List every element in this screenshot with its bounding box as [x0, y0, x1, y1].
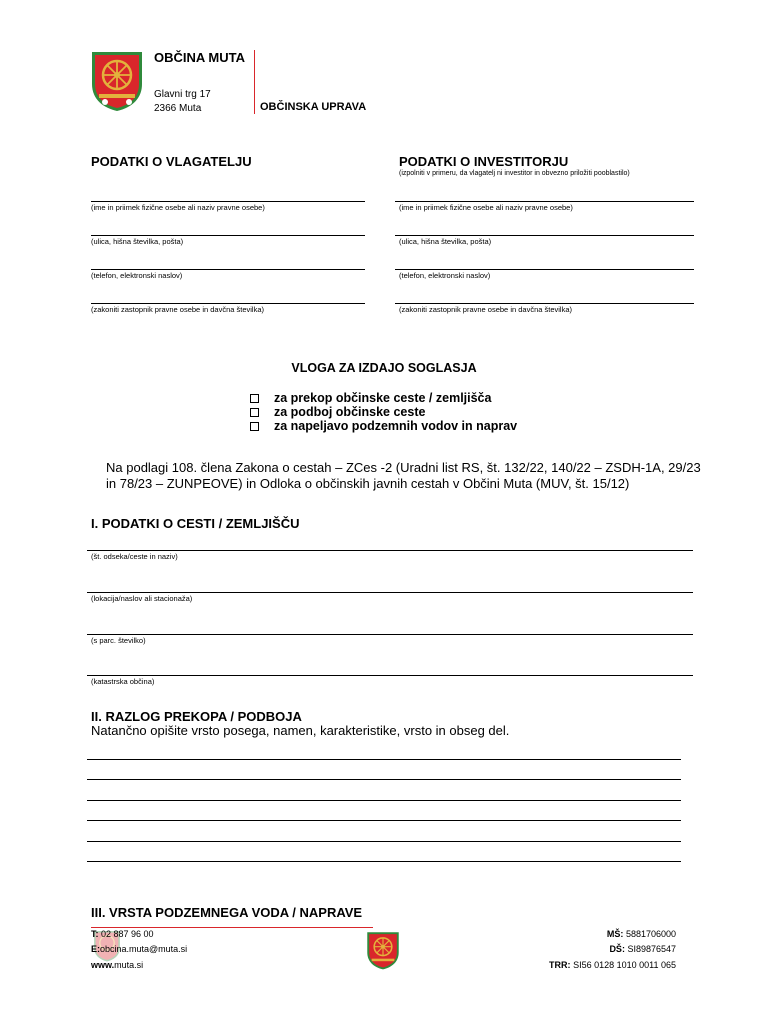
road-field-label: (št. odseka/ceste in naziv)	[91, 552, 178, 561]
applicant-field-label: (ime in priimek fizične osebe ali naziv pravne osebe)	[91, 203, 265, 212]
request-title: VLOGA ZA IZDAJO SOGLASJA	[291, 361, 477, 375]
investor-field-label: (telefon, elektronski naslov)	[399, 271, 491, 280]
footer-phone-label: T:	[91, 929, 99, 939]
footer-phone	[91, 929, 154, 939]
applicant-field-label: (ulica, hišna številka, pošta)	[91, 237, 184, 246]
road-field-line[interactable]	[87, 550, 693, 551]
investor-field-line[interactable]	[395, 201, 694, 202]
road-field-label: (lokacija/naslov ali stacionaža)	[91, 594, 193, 603]
investor-note: (izpolniti v primeru, da vlagatelj ni investitor in obvezno priložiti pooblastilo)	[399, 170, 630, 177]
applicant-field-line[interactable]	[91, 201, 365, 202]
investor-title: PODATKI O INVESTITORJU	[399, 154, 569, 169]
road-field-label: (katastrska občina)	[91, 677, 155, 686]
coat-of-arms-icon	[90, 50, 144, 117]
footer-ds-value: SI89876547	[627, 944, 676, 954]
investor-field-line[interactable]	[395, 235, 694, 236]
footer-trr	[549, 960, 676, 970]
footer-web-domain: muta.si	[114, 960, 144, 970]
section-1-title: I. PODATKI O CESTI / ZEMLJIŠČU	[91, 516, 300, 531]
section-2-subtitle: Natančno opišite vrsto posega, namen, karakteristike, vrsto in obseg del.	[91, 723, 510, 738]
option-underground-lines[interactable]	[250, 419, 517, 433]
footer-ms	[607, 929, 676, 939]
address-line-2: 2366 Muta	[154, 103, 202, 114]
description-line[interactable]	[87, 800, 681, 801]
footer-ds	[609, 944, 676, 954]
footer-web[interactable]	[91, 960, 143, 970]
department-name: OBČINSKA UPRAVA	[260, 101, 367, 113]
description-line[interactable]	[87, 759, 681, 760]
section-2-title: II. RAZLOG PREKOPA / PODBOJA	[91, 709, 302, 724]
description-line[interactable]	[87, 841, 681, 842]
legal-basis-text: Na podlagi 108. člena Zakona o cestah – ZCes -2 (Uradni list RS, št. 132/22, 140/22 – ZSDH-1A, 29/23 in 78/23 – ZUNPEOVE) in Odloka o občinskih javnih cestah v Občini Muta (MUV, št. 15/12)	[106, 460, 701, 491]
footer-email-value[interactable]: obcina.muta@muta.si	[100, 944, 188, 954]
description-line[interactable]	[87, 861, 681, 862]
checkbox-icon[interactable]	[250, 422, 259, 431]
section-3-title: III. VRSTA PODZEMNEGA VODA / NAPRAVE	[91, 905, 363, 920]
footer-ms-value: 5881706000	[625, 929, 676, 939]
address-line-1: Glavni trg 17	[154, 89, 211, 100]
applicant-field-label: (zakoniti zastopnik pravne osebe in davčna številka)	[91, 305, 265, 314]
footer-ds-label: DŠ:	[609, 944, 625, 954]
investor-field-line[interactable]	[395, 303, 694, 304]
road-field-line[interactable]	[87, 634, 693, 635]
investor-field-label: (zakoniti zastopnik pravne osebe in davčna številka)	[399, 305, 573, 314]
applicant-field-line[interactable]	[91, 235, 365, 236]
footer-trr-label: TRR:	[549, 960, 571, 970]
header-divider	[254, 50, 255, 114]
road-field-line[interactable]	[87, 592, 693, 593]
checkbox-icon[interactable]	[250, 394, 259, 403]
checkbox-icon[interactable]	[250, 408, 259, 417]
description-line[interactable]	[87, 779, 681, 780]
footer-web-prefix: www.	[91, 960, 115, 970]
description-line[interactable]	[87, 820, 681, 821]
footer-email	[91, 944, 187, 954]
coat-of-arms-icon	[366, 931, 400, 975]
option-label: za napeljavo podzemnih vodov in naprav	[274, 419, 518, 433]
option-road-excavation[interactable]	[250, 391, 491, 405]
applicant-field-line[interactable]	[91, 303, 365, 304]
option-road-boring[interactable]	[250, 405, 425, 419]
option-label: za prekop občinske ceste / zemljišča	[274, 391, 492, 405]
investor-field-line[interactable]	[395, 269, 694, 270]
option-label: za podboj občinske ceste	[274, 405, 426, 419]
footer-phone-value: 02 887 96 00	[101, 929, 154, 939]
investor-field-label: (ulica, hišna številka, pošta)	[399, 237, 492, 246]
footer-ms-label: MŠ:	[606, 929, 624, 939]
applicant-title: PODATKI O VLAGATELJU	[91, 154, 252, 169]
footer-divider	[91, 927, 373, 928]
road-field-line[interactable]	[87, 675, 693, 676]
road-field-label: (s parc. številko)	[91, 636, 146, 645]
applicant-field-line[interactable]	[91, 269, 365, 270]
applicant-field-label: (telefon, elektronski naslov)	[91, 271, 183, 280]
investor-field-label: (ime in priimek fizične osebe ali naziv pravne osebe)	[399, 203, 573, 212]
org-name: OBČINA MUTA	[154, 50, 245, 65]
footer-trr-value: SI56 0128 1010 0011 065	[573, 960, 676, 970]
footer-email-label: E:	[91, 944, 100, 954]
